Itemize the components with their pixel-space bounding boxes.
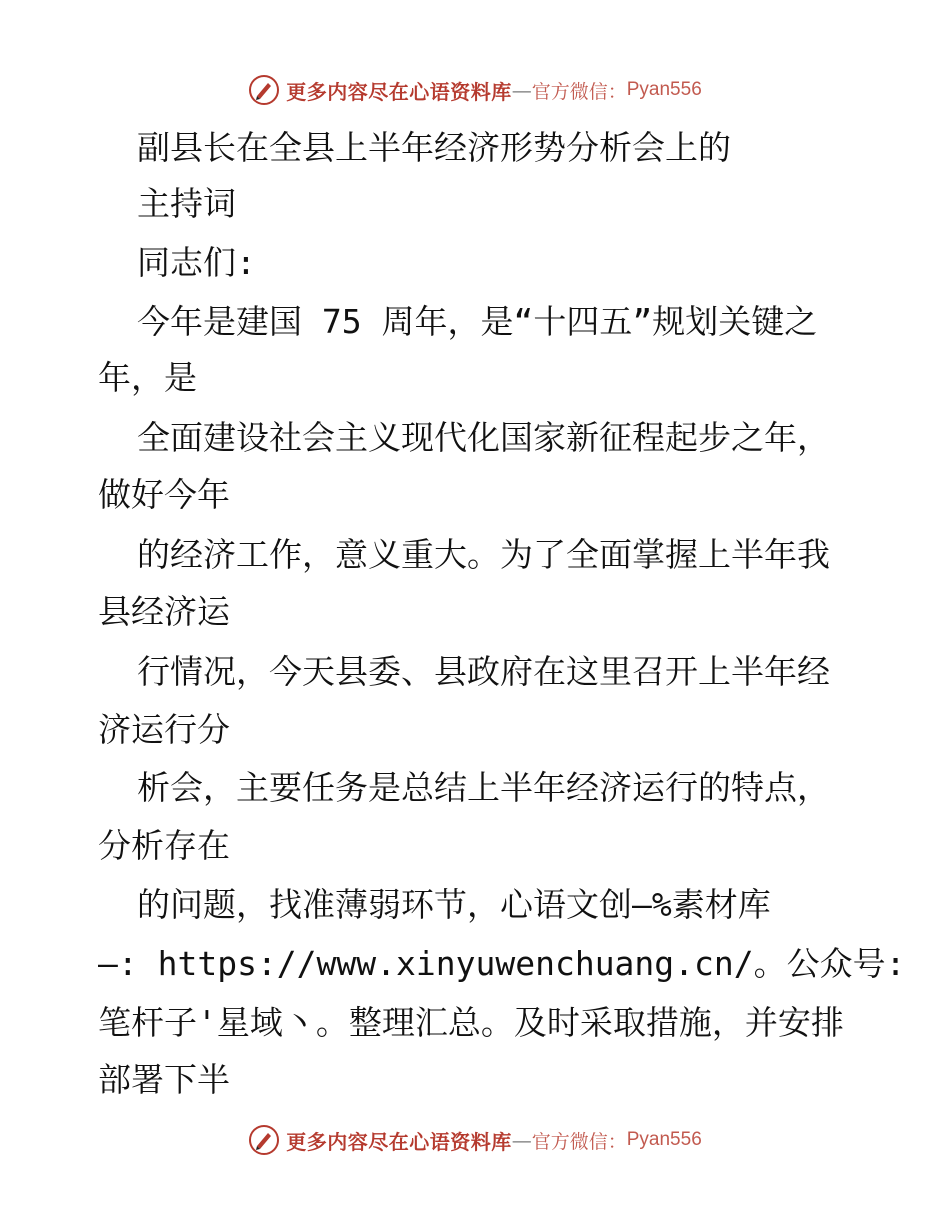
- banner-separator: —: [511, 1128, 532, 1152]
- body-line: 笔杆子'星域丶。整理汇总。及时采取措施，并安排: [98, 1003, 844, 1042]
- pen-logo-icon: [248, 1124, 280, 1156]
- banner-title: 更多内容尽在心语资料库: [286, 1129, 512, 1154]
- body-line: 分析存在: [98, 826, 230, 865]
- body-line: 部署下半: [98, 1060, 230, 1099]
- footer-banner: [0, 1120, 950, 1160]
- header-banner: [0, 70, 950, 110]
- body-line: 析会，主要任务是总结上半年经济运行的特点，: [137, 768, 830, 807]
- pen-logo-icon: [248, 74, 280, 106]
- salutation: 同志们:: [137, 243, 256, 282]
- banner-title: 更多内容尽在心语资料库: [286, 79, 512, 104]
- banner-account-id: Pyan556: [626, 1129, 702, 1150]
- body-line: 的问题，找准薄弱环节，心语文创—%素材库: [137, 885, 771, 924]
- body-line: 全面建设社会主义现代化国家新征程起步之年，: [137, 418, 830, 457]
- body-line: 的经济工作，意义重大。为了全面掌握上半年我: [137, 535, 830, 574]
- body-line: 做好今年: [98, 475, 230, 514]
- banner-separator: —: [511, 78, 532, 102]
- body-line: 今年是建国 75 周年，是“十四五”规划关键之: [137, 302, 818, 341]
- body-line: 行情况，今天县委、县政府在这里召开上半年经: [137, 652, 830, 691]
- body-line: 县经济运: [98, 592, 230, 631]
- banner-account-label: 官方微信：: [531, 80, 627, 103]
- banner-account-id: Pyan556: [626, 79, 702, 100]
- body-line: 济运行分: [98, 710, 230, 749]
- body-line-url: —: https://www.xinyuwenchuang.cn/。公众号:: [98, 944, 906, 983]
- title-line-2: 主持词: [137, 184, 236, 223]
- body-line: 年，是: [98, 358, 197, 397]
- title-line-1: 副县长在全县上半年经济形势分析会上的: [137, 128, 731, 167]
- banner-account-label: 官方微信：: [531, 1130, 627, 1153]
